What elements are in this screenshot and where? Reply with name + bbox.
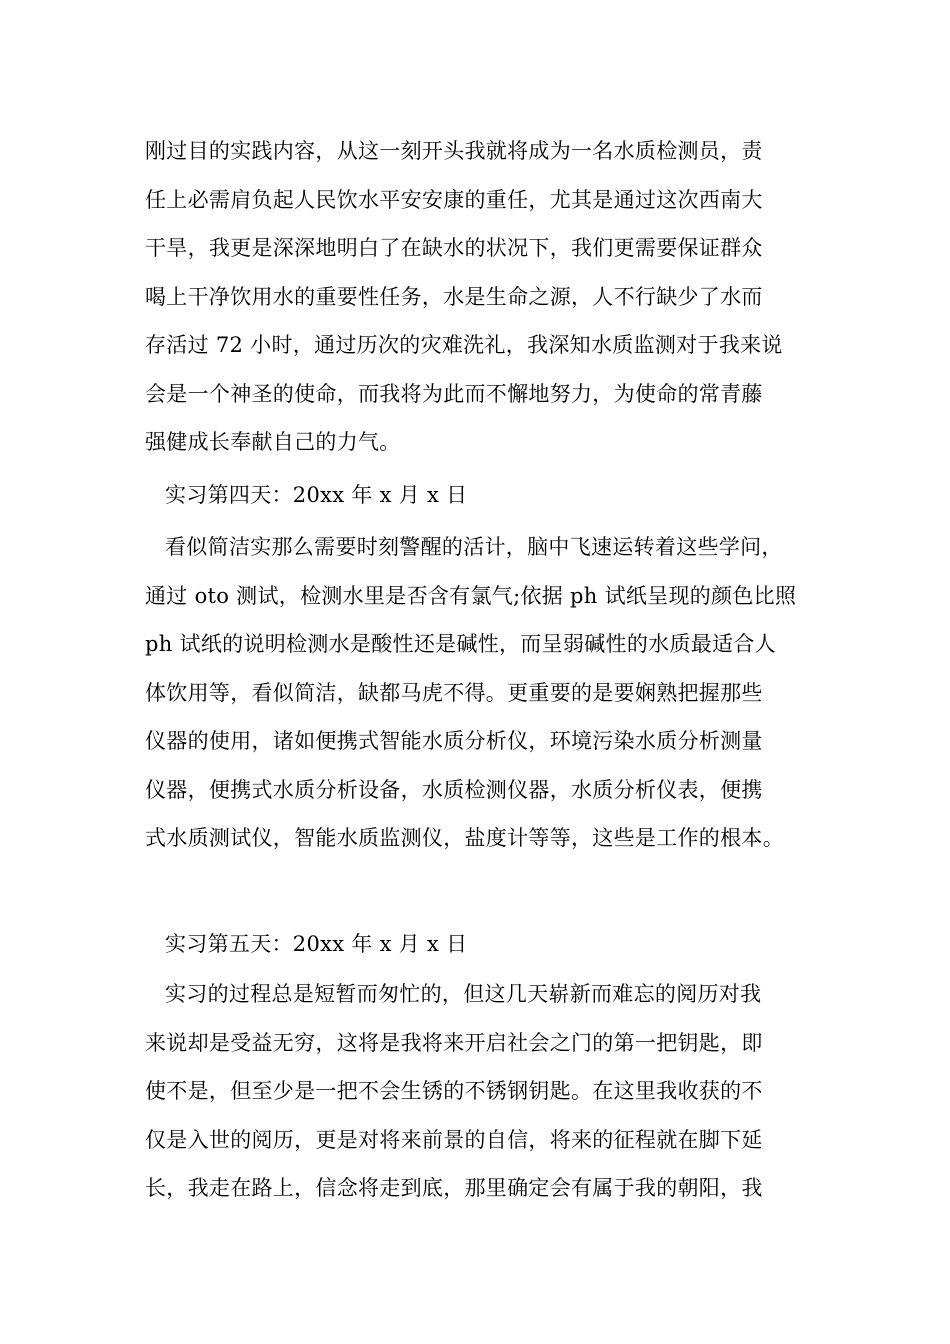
paragraph-1 bbox=[145, 127, 825, 467]
paragraph-line: 任上必需肩负起人民饮水平安安康的重任，尤其是通过这次西南大 bbox=[145, 187, 763, 212]
paragraph-line: 使不是，但至少是一把不会生锈的不锈钢钥匙。在这里我收获的不 bbox=[145, 1079, 763, 1103]
paragraph-line: 干旱，我更是深深地明白了在缺水的状况下，我们更需要保证群众 bbox=[145, 236, 763, 260]
paragraph-3 bbox=[145, 970, 825, 1213]
paragraph-2 bbox=[145, 523, 825, 863]
paragraph-line: 来说却是受益无穷，这将是我将来开启社会之门的第一把钥匙，即 bbox=[145, 1030, 763, 1055]
paragraph-line: 长，我走在路上，信念将走到底，那里确定会有属于我的朝阳，我 bbox=[145, 1176, 763, 1200]
paragraph-line: 实习的过程总是短暂而匆忙的，但这几天崭新而难忘的阅历对我 bbox=[165, 982, 762, 1006]
paragraph-line: 刚过目的实践内容，从这一刻开头我就将成为一名水质检测员，责 bbox=[145, 139, 763, 163]
paragraph-line: 式水质测试仪，智能水质监测仪，盐度计等等，这些是工作的根本。 bbox=[145, 826, 784, 850]
paragraph-line: 仪器的使用，诸如便携式智能水质分析仪，环境污染水质分析测量 bbox=[145, 729, 763, 753]
paragraph-line: 通过 oto 测试，检测水里是否含有氯气;依据 ph 试纸呈现的颜色比照 bbox=[145, 583, 797, 608]
paragraph-line: 存活过 72 小时，通过历次的灾难洗礼，我深知水质监测对于我来说 bbox=[145, 333, 783, 357]
paragraph-line: 体饮用等，看似简洁，缺都马虎不得。更重要的是要娴熟把握那些 bbox=[145, 680, 763, 705]
day5-heading-block bbox=[145, 920, 825, 969]
section-heading: 实习第四天：20xx 年 x 月 x 日 bbox=[165, 483, 468, 507]
paragraph-line: 仪器，便携式水质分析设备，水质检测仪器，水质分析仪表，便携 bbox=[145, 777, 763, 802]
paragraph-line: 强健成长奉献自己的力气。 bbox=[145, 430, 401, 454]
section-heading: 实习第五天：20xx 年 x 月 x 日 bbox=[165, 932, 468, 956]
paragraph-line: ph 试纸的说明检测水是酸性还是碱性，而呈弱碱性的水质最适合人 bbox=[145, 632, 776, 656]
day4-heading-block bbox=[145, 471, 825, 520]
paragraph-line: 会是一个神圣的使命，而我将为此而不懈地努力，为使命的常青藤 bbox=[145, 381, 763, 406]
paragraph-line: 喝上干净饮用水的重要性任务，水是生命之源，人不行缺少了水而 bbox=[145, 284, 763, 309]
paragraph-line: 仅是入世的阅历，更是对将来前景的自信，将来的征程就在脚下延 bbox=[145, 1127, 763, 1152]
paragraph-line: 看似简洁实那么需要时刻警醒的活计，脑中飞速运转着这些学问， bbox=[165, 535, 783, 559]
